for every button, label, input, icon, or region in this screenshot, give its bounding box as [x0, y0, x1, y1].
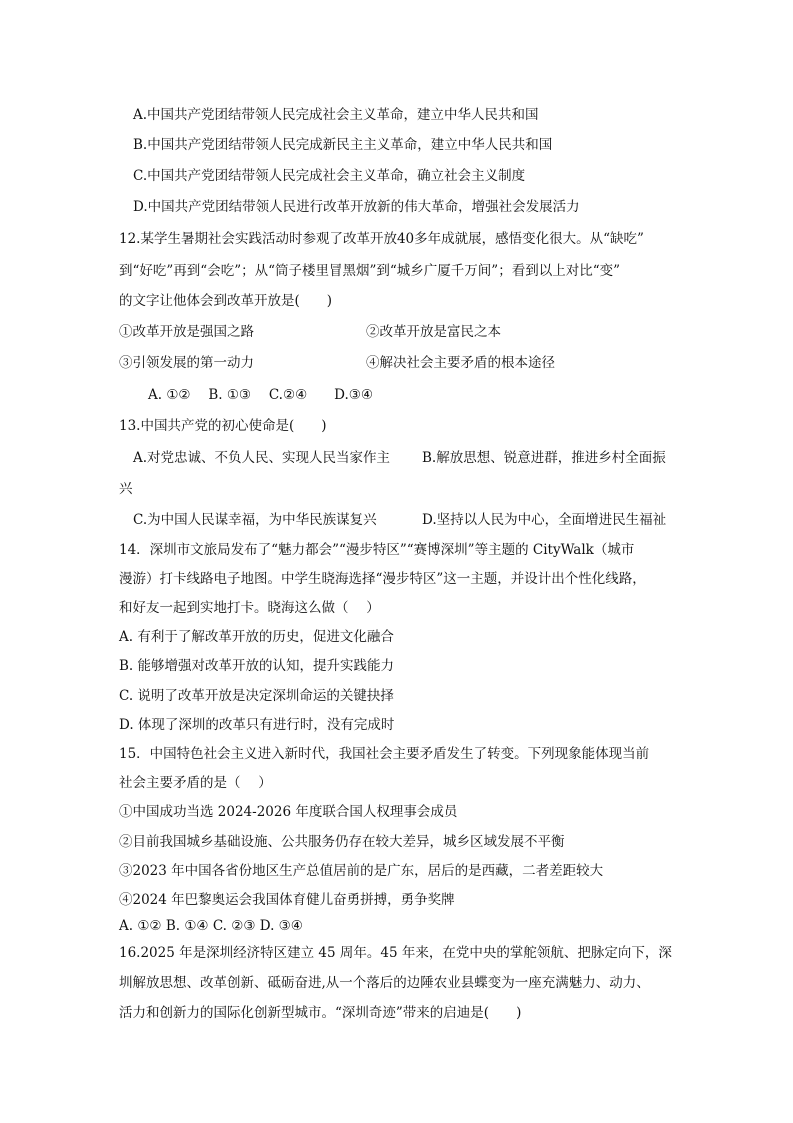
q12-statement-2: ②改革开放是富民之本: [366, 324, 501, 340]
q14-stem-line-1: 14．深圳市文旅局发布了“魅力都会”“漫步特区”“赛博深圳”等主题的 CityWalk（城市: [119, 542, 635, 558]
q14-stem-line-2: 漫游）打卡线路电子地图。中学生晓海选择“漫步特区”这一主题，并设计出个性化线路，: [119, 571, 646, 587]
q12-statement-4: ④解决社会主要矛盾的根本途径: [366, 355, 555, 371]
q12-stem-line-1: 12.某学生暑期社会实践活动时参观了改革开放40多年成就展，感悟变化很大。从“缺吃”: [119, 231, 644, 247]
q11-option-c: C.中国共产党团结带领人民完成社会主义革命，确立社会主义制度: [133, 168, 526, 184]
q12-options: A. ①② B. ①③ C.②④ D.③④: [148, 387, 374, 403]
q14-option-c: C. 说明了改革开放是决定深圳命运的关键抉择: [119, 688, 394, 704]
q11-option-d: D.中国共产党团结带领人民进行改革开放新的伟大革命，增强社会发展活力: [133, 199, 580, 215]
q11-option-b: B.中国共产党团结带领人民完成新民主主义革命，建立中华人民共和国: [133, 137, 553, 153]
q16-stem-line-3: 活力和创新力的国际化创新型城市。“深圳奇迹”带来的启迪是( ): [119, 1005, 522, 1021]
q15-statement-2: ②目前我国城乡基础设施、公共服务仍存在较大差异，城乡区域发展不平衡: [119, 834, 565, 850]
q15-statement-1: ①中国成功当选 2024-2026 年度联合国人权理事会成员: [119, 804, 458, 820]
q15-stem-line-1: 15．中国特色社会主义进入新时代，我国社会主要矛盾发生了转变。下列现象能体现当前: [119, 746, 650, 762]
q16-stem-line-1: 16.2025 年是深圳经济特区建立 45 周年。45 年来，在党中央的掌舵领航、把脉定向下，深: [119, 945, 672, 961]
q13-option-d: D.坚持以人民为中心，全面增进民生福祉: [422, 512, 667, 528]
q12-statement-1: ①改革开放是强国之路: [119, 324, 254, 340]
q13-option-b-continued: 兴: [119, 481, 133, 497]
q13-option-b: B.解放思想、锐意进群，推进乡村全面振: [422, 450, 666, 466]
q12-statement-3: ③引领发展的第一动力: [119, 355, 254, 371]
q15-stem-line-2: 社会主要矛盾的是（ ）: [119, 775, 272, 791]
q15-options: A. ①② B. ①④ C. ②③ D. ③④: [119, 918, 303, 934]
q13-stem: 13.中国共产党的初心使命是( ): [119, 418, 327, 434]
q15-statement-4: ④2024 年巴黎奥运会我国体育健儿奋勇拼搏，勇争奖牌: [119, 892, 455, 908]
q12-stem-line-3: 的文字让他体会到改革开放是( ): [119, 293, 333, 309]
q11-option-a: A.中国共产党团结带领人民完成社会主义革命，建立中华人民共和国: [133, 107, 539, 123]
q14-stem-line-3: 和好友一起到实地打卡。晓海这么做（ ）: [119, 600, 380, 616]
q14-option-d: D. 体现了深圳的改革只有进行时，没有完成时: [119, 717, 395, 733]
q14-option-b: B. 能够增强对改革开放的认知，提升实践能力: [119, 658, 395, 674]
q14-option-a: A. 有利于了解改革开放的历史，促进文化融合: [119, 629, 394, 645]
q16-stem-line-2: 圳解放思想、改革创新、砥砺奋进,从一个落后的边陲农业县蝶变为一座充满魅力、动力、: [119, 975, 650, 991]
q13-option-c: C.为中国人民谋幸福，为中华民族谋复兴: [133, 512, 377, 528]
q15-statement-3: ③2023 年中国各省份地区生产总值居前的是广东，居后的是西藏，二者差距较大: [119, 863, 604, 879]
q13-option-a: A.对党忠诚、不负人民、实现人民当家作主: [133, 450, 391, 466]
q12-stem-line-2: 到“好吃”再到“会吃”；从“筒子楼里冒黑烟”到“城乡广厦千万间”；看到以上对比“变”: [119, 263, 621, 279]
